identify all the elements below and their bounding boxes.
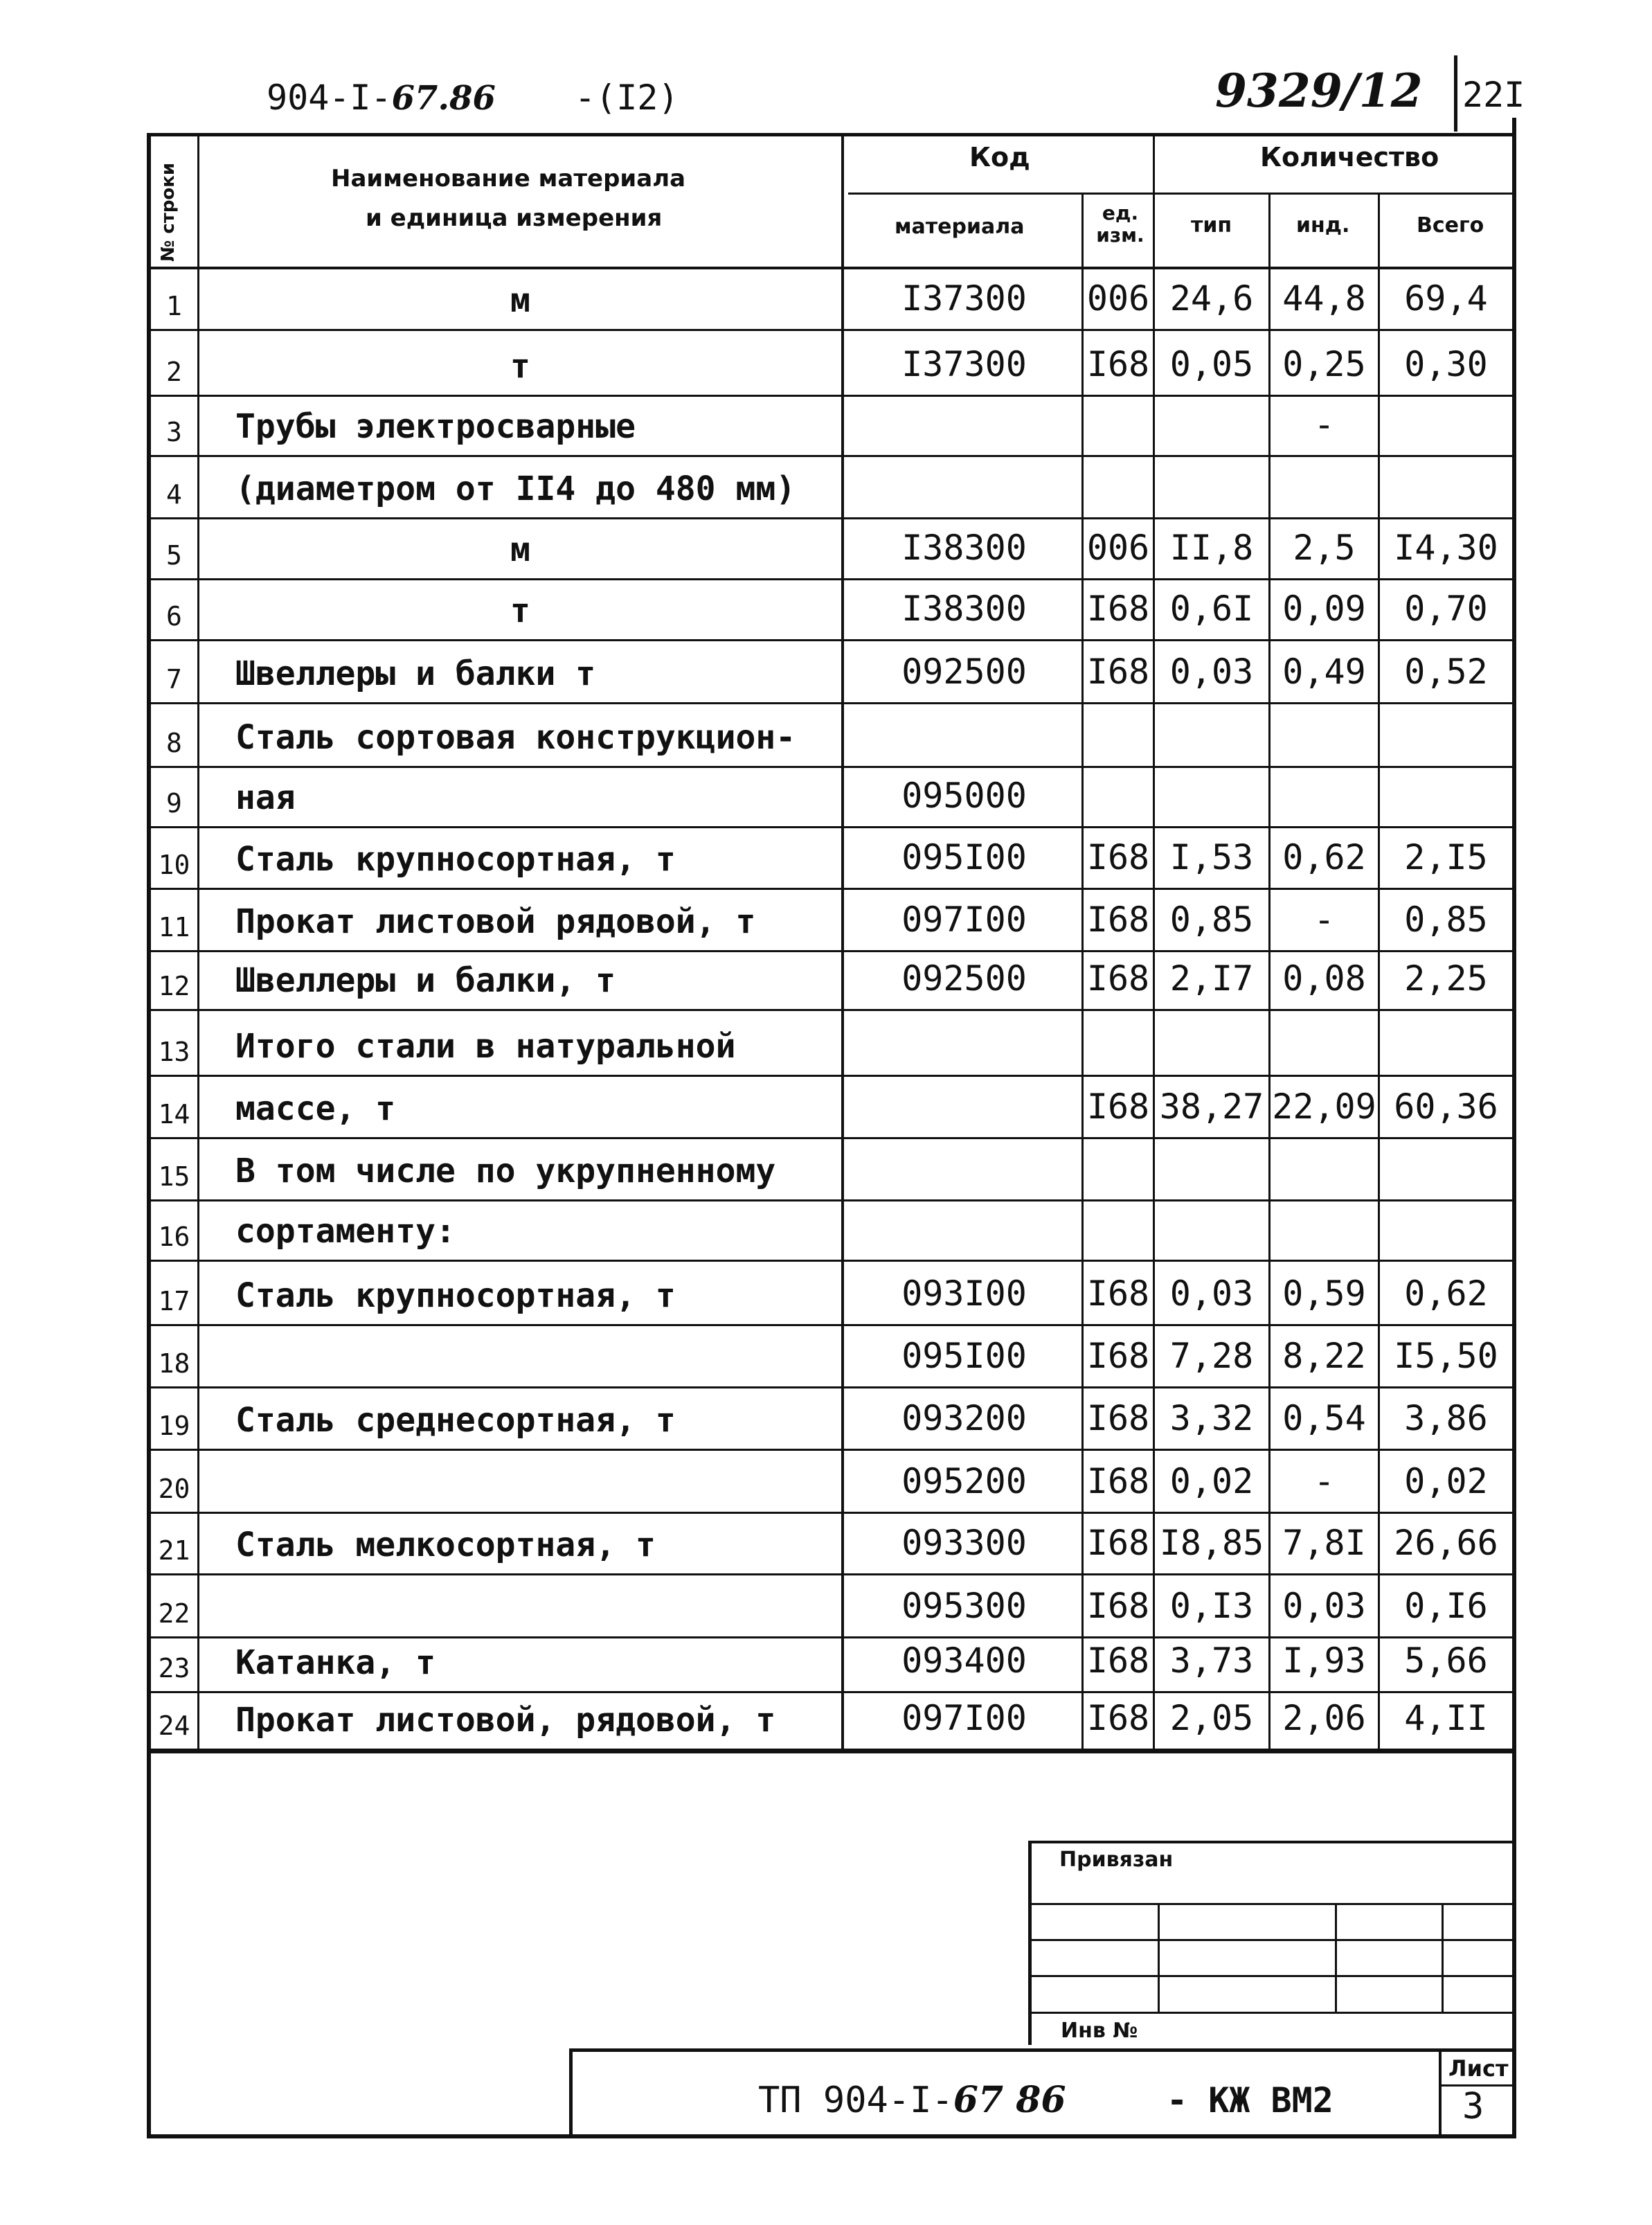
cell-total: 4,II: [1404, 1698, 1488, 1738]
material-name: массе, т: [235, 1089, 396, 1128]
cell-total: 60,36: [1394, 1087, 1498, 1127]
cell-total: 5,66: [1404, 1641, 1488, 1681]
doc-code: [267, 78, 496, 118]
table-row: [0, 457, 1652, 519]
cell-ind: 0,49: [1282, 652, 1366, 692]
cell-typ: 0,6I: [1169, 589, 1254, 629]
cell-ind: 0,54: [1282, 1398, 1366, 1438]
cell-code: 093200: [901, 1398, 1027, 1438]
row-number: 19: [158, 1411, 190, 1441]
row-number: 11: [158, 912, 190, 942]
material-name: Сталь крупносортная, т: [235, 840, 676, 879]
cell-typ: 0,03: [1169, 652, 1254, 692]
row-number: 8: [166, 728, 182, 758]
row-number: 15: [158, 1161, 190, 1192]
cell-total: 0,52: [1404, 652, 1488, 692]
table-row: [0, 1638, 1652, 1693]
row-number: 20: [158, 1474, 190, 1504]
material-name: Катанка, т: [235, 1643, 436, 1682]
cell-code: 095300: [901, 1586, 1027, 1626]
cell-ind: 8,22: [1282, 1336, 1366, 1376]
row-number: 6: [166, 601, 182, 632]
header-code-material: материала: [895, 215, 1025, 239]
material-name: Сталь сортовая конструкцион-: [235, 718, 796, 757]
material-name: м: [510, 281, 530, 320]
material-name: ная: [235, 778, 296, 817]
cell-unit: I68: [1086, 1398, 1150, 1438]
cell-code: 097I00: [901, 900, 1027, 940]
doc-code-handwritten: 67.86: [391, 79, 496, 118]
table-row: [0, 1451, 1652, 1514]
cell-total: 0,85: [1404, 900, 1488, 940]
cell-unit: I68: [1086, 589, 1150, 629]
page-number: 22I: [1462, 75, 1525, 115]
cell-total: I4,30: [1394, 528, 1498, 568]
material-name: (диаметром от II4 до 480 мм): [235, 470, 796, 508]
row-number: 17: [158, 1286, 190, 1316]
cell-total: 26,66: [1394, 1523, 1498, 1563]
sheet-part: -(I2): [575, 78, 679, 118]
cell-ind: I,93: [1282, 1641, 1366, 1681]
cell-code: 095200: [901, 1461, 1027, 1501]
row-number: 18: [158, 1348, 190, 1379]
cell-unit: I68: [1086, 1336, 1150, 1376]
cell-code: I37300: [901, 278, 1027, 319]
cell-ind: 2,06: [1282, 1698, 1366, 1738]
stamp-attached-label: Привязан: [1059, 1848, 1174, 1872]
header-qty-total: Всего: [1417, 213, 1484, 238]
row-number: 2: [166, 357, 182, 387]
cell-code: I38300: [901, 528, 1027, 568]
cell-code: 093I00: [901, 1274, 1027, 1314]
cell-typ: 0,03: [1169, 1274, 1254, 1314]
inventory-handwritten: 9329/12: [1215, 64, 1423, 118]
table-row: [0, 1388, 1652, 1451]
cell-ind: 0,25: [1282, 344, 1366, 384]
material-name: Итого стали в натуральной: [235, 1027, 736, 1066]
cell-typ: 3,73: [1169, 1641, 1254, 1681]
header-qty-ind: инд.: [1296, 213, 1350, 238]
table-row: [0, 704, 1652, 768]
material-name: сортаменту:: [235, 1212, 456, 1251]
row-number: 7: [166, 664, 182, 695]
table-row: [0, 269, 1652, 331]
header-row-number: № строки: [158, 162, 179, 262]
header-code-unit: ед. изм.: [1096, 202, 1144, 247]
stamp-title-prefix: ТП 904-I-: [758, 2080, 953, 2121]
table-row: [0, 1326, 1652, 1388]
sheet-label: Лист: [1448, 2055, 1509, 2082]
cell-ind: 22,09: [1272, 1087, 1376, 1127]
cell-ind: 44,8: [1282, 278, 1366, 319]
cell-unit: I68: [1086, 1274, 1150, 1314]
table-row: [0, 1693, 1652, 1751]
cell-unit: I68: [1086, 1586, 1150, 1626]
cell-unit: I68: [1086, 900, 1150, 940]
cell-code: 093400: [901, 1641, 1027, 1681]
cell-code: 092500: [901, 958, 1027, 999]
cell-ind: 0,03: [1282, 1586, 1366, 1626]
cell-total: 0,62: [1404, 1274, 1488, 1314]
cell-unit: I68: [1086, 1698, 1150, 1738]
cell-total: 2,I5: [1404, 837, 1488, 877]
doc-code-typed: 904-I-: [267, 78, 392, 118]
cell-ind: -: [1313, 900, 1335, 940]
stamp-title: [758, 2079, 1066, 2121]
cell-total: 0,30: [1404, 344, 1488, 384]
row-number: 4: [166, 479, 182, 510]
cell-unit: I68: [1086, 652, 1150, 692]
cell-typ: I8,85: [1159, 1523, 1264, 1563]
material-name: Сталь среднесортная, т: [235, 1401, 676, 1440]
table-row: [0, 580, 1652, 641]
cell-typ: I,53: [1169, 837, 1254, 877]
cell-code: 095I00: [901, 837, 1027, 877]
header-qty-typ: тип: [1191, 213, 1232, 238]
table-row: [0, 1077, 1652, 1139]
cell-total: 3,86: [1404, 1398, 1488, 1438]
material-name: т: [510, 347, 530, 386]
cell-typ: 3,32: [1169, 1398, 1254, 1438]
cell-code: 095000: [901, 776, 1027, 816]
cell-ind: 0,59: [1282, 1274, 1366, 1314]
cell-typ: II,8: [1169, 528, 1254, 568]
material-name: т: [510, 591, 530, 630]
material-name: Сталь мелкосортная, т: [235, 1526, 656, 1564]
table-row: [0, 1139, 1652, 1201]
cell-code: 095I00: [901, 1336, 1027, 1376]
cell-unit: I68: [1086, 1641, 1150, 1681]
cell-ind: -: [1313, 1461, 1335, 1501]
cell-unit: I68: [1086, 1087, 1150, 1127]
row-number: 1: [166, 291, 182, 321]
cell-unit: I68: [1086, 958, 1150, 999]
table-row: [0, 952, 1652, 1011]
cell-total: 69,4: [1404, 278, 1488, 319]
table-row: [0, 1201, 1652, 1262]
row-number: 10: [158, 850, 190, 880]
cell-typ: 0,85: [1169, 900, 1254, 940]
material-name: Трубы электросварные: [235, 407, 636, 446]
cell-code: 092500: [901, 652, 1027, 692]
cell-code: I37300: [901, 344, 1027, 384]
header-name-line1: Наименование материала: [331, 165, 686, 193]
cell-typ: 38,27: [1159, 1087, 1264, 1127]
cell-typ: 24,6: [1169, 278, 1254, 319]
table-row: [0, 768, 1652, 828]
cell-typ: 0,05: [1169, 344, 1254, 384]
table-row: [0, 331, 1652, 397]
cell-ind: -: [1313, 404, 1335, 445]
cell-ind: 7,8I: [1282, 1523, 1366, 1563]
table-row: [0, 519, 1652, 580]
cell-typ: 2,05: [1169, 1698, 1254, 1738]
row-number: 23: [158, 1653, 190, 1683]
header-name-line2: и единица измерения: [366, 204, 663, 232]
header-code: Код: [969, 142, 1030, 172]
material-name: Сталь крупносортная, т: [235, 1276, 676, 1315]
stamp-inventory-label: Инв №: [1061, 2019, 1138, 2043]
row-number: 9: [166, 788, 182, 819]
table-row: [0, 1575, 1652, 1638]
cell-code: 097I00: [901, 1698, 1027, 1738]
material-name: м: [510, 530, 530, 569]
cell-ind: 0,62: [1282, 837, 1366, 877]
material-name: Прокат листовой рядовой, т: [235, 902, 756, 941]
header-quantity: Количество: [1260, 142, 1439, 172]
stamp-title-handwritten: 67 86: [953, 2079, 1066, 2121]
material-name: Прокат листовой, рядовой, т: [235, 1701, 776, 1740]
table-row: [0, 641, 1652, 704]
cell-code: 093300: [901, 1523, 1027, 1563]
sheet-value: 3: [1462, 2086, 1484, 2127]
cell-unit: 006: [1086, 528, 1150, 568]
cell-total: 0,70: [1404, 589, 1488, 629]
row-number: 22: [158, 1598, 190, 1629]
cell-total: 2,25: [1404, 958, 1488, 999]
row-number: 21: [158, 1535, 190, 1566]
row-number: 5: [166, 540, 182, 571]
row-number: 14: [158, 1099, 190, 1129]
table-row: [0, 1262, 1652, 1326]
cell-typ: 7,28: [1169, 1336, 1254, 1376]
cell-code: I38300: [901, 589, 1027, 629]
cell-total: 0,I6: [1404, 1586, 1488, 1626]
table-row: [0, 828, 1652, 890]
cell-typ: 0,I3: [1169, 1586, 1254, 1626]
table-row: [0, 1514, 1652, 1575]
material-name: Швеллеры и балки, т: [235, 961, 616, 1000]
row-number: 16: [158, 1222, 190, 1252]
material-name: В том числе по укрупненному: [235, 1152, 776, 1190]
cell-total: I5,50: [1394, 1336, 1498, 1376]
cell-typ: 2,I7: [1169, 958, 1254, 999]
cell-total: 0,02: [1404, 1461, 1488, 1501]
cell-unit: I68: [1086, 1461, 1150, 1501]
cell-unit: I68: [1086, 344, 1150, 384]
stamp-title-suffix: - КЖ ВМ2: [1167, 2080, 1334, 2120]
table-row: [0, 890, 1652, 952]
cell-typ: 0,02: [1169, 1461, 1254, 1501]
row-number: 13: [158, 1037, 190, 1067]
cell-unit: 006: [1086, 278, 1150, 319]
table-row: [0, 1011, 1652, 1077]
material-name: Швеллеры и балки т: [235, 654, 596, 693]
cell-unit: I68: [1086, 1523, 1150, 1563]
cell-unit: I68: [1086, 837, 1150, 877]
cell-ind: 0,08: [1282, 958, 1366, 999]
row-number: 3: [166, 417, 182, 447]
row-number: 24: [158, 1710, 190, 1741]
table-row: [0, 397, 1652, 457]
row-number: 12: [158, 971, 190, 1001]
cell-ind: 0,09: [1282, 589, 1366, 629]
cell-ind: 2,5: [1293, 528, 1356, 568]
